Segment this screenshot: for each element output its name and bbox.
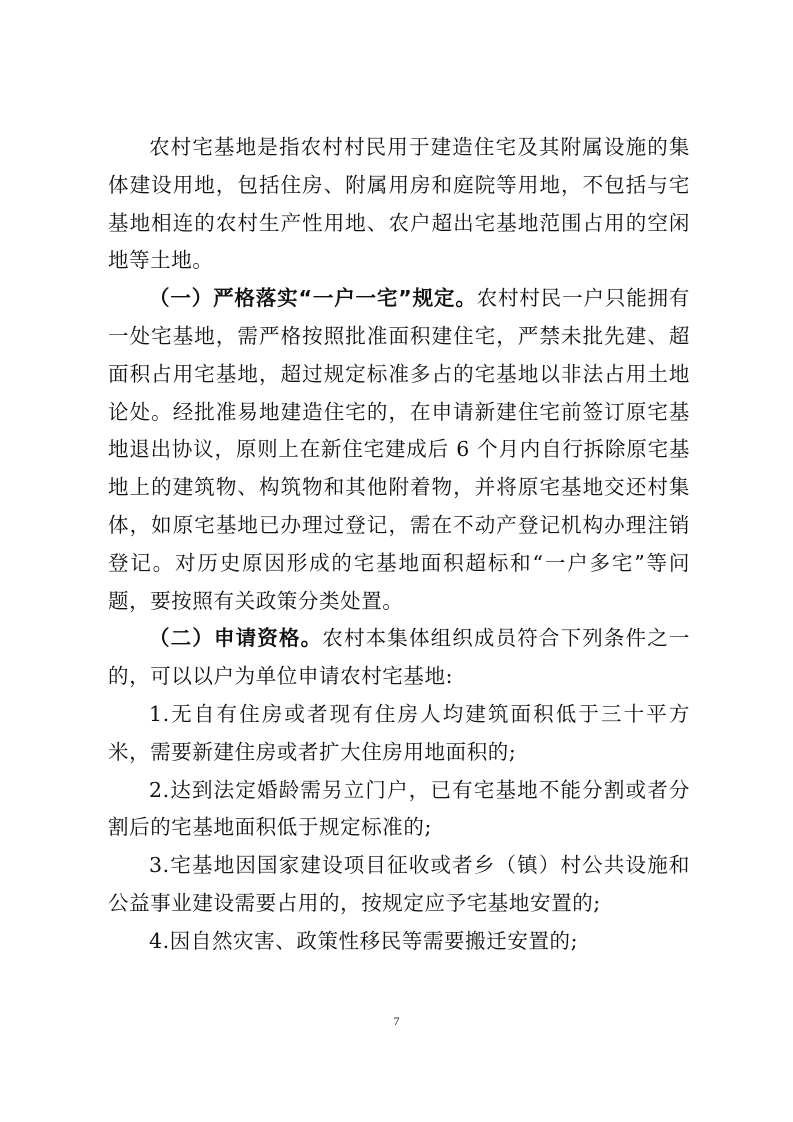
condition-item-3-text: 3.宅基地因国家建设项目征收或者乡（镇）村公共设施和公益事业建设需要占用的，按规定应予宅基地安置的; [108, 853, 690, 915]
paragraph-eligibility-text: 农村本集体组织成员符合下列条件之一的，可以以户为单位申请农村宅基地: [108, 626, 690, 689]
page-number: 7 [393, 1014, 400, 1028]
condition-item-4 [108, 923, 690, 961]
body-text [108, 129, 690, 961]
condition-item-3 [108, 847, 690, 923]
paragraph-eligibility [108, 620, 690, 696]
paragraph-definition [108, 129, 690, 280]
paragraph-definition-text: 农村宅基地是指农村村民用于建造住宅及其附属设施的集体建设用地，包括住房、附属用房和庭院等用地，不包括与宅基地相连的农村生产性用地、农户超出宅基地范围占用的空闲地等土地。 [108, 135, 690, 273]
condition-item-2 [108, 772, 690, 848]
condition-item-1 [108, 696, 690, 772]
condition-item-4-text: 4.因自然灾害、政策性移民等需要搬迁安置的; [149, 928, 579, 953]
section-heading-one: （一）严格落实“一户一宅”规定。 [149, 286, 477, 311]
paragraph-one-household-text: 农村村民一户只能拥有一处宅基地，需严格按照批准面积建住宅，严禁未批先建、超面积占用宅基地，超过规定标准多占的宅基地以非法占用土地论处。经批准易地建造住宅的，在申请新建住宅前签订原宅基地退出协议，原则上在新住宅建成后 6 个月内自行拆除原宅基地上的建筑物、构筑物和其他附着物，并将原宅基地交还村集体，如原宅基地已办理过登记，需在不动产登记机构办理注销登记。对历史原因形成的宅基地面积超标和“一户多宅”等问题，要按照有关政策分类处置。 [108, 286, 691, 613]
section-heading-two: （二）申请资格。 [149, 626, 323, 651]
condition-item-2-text: 2.达到法定婚龄需另立门户，已有宅基地不能分割或者分割后的宅基地面积低于规定标准的; [108, 777, 690, 840]
paragraph-one-household-one-homestead [108, 280, 690, 620]
condition-item-1-text: 1.无自有住房或者现有住房人均建筑面积低于三十平方米，需要新建住房或者扩大住房用地面积的; [108, 701, 690, 764]
